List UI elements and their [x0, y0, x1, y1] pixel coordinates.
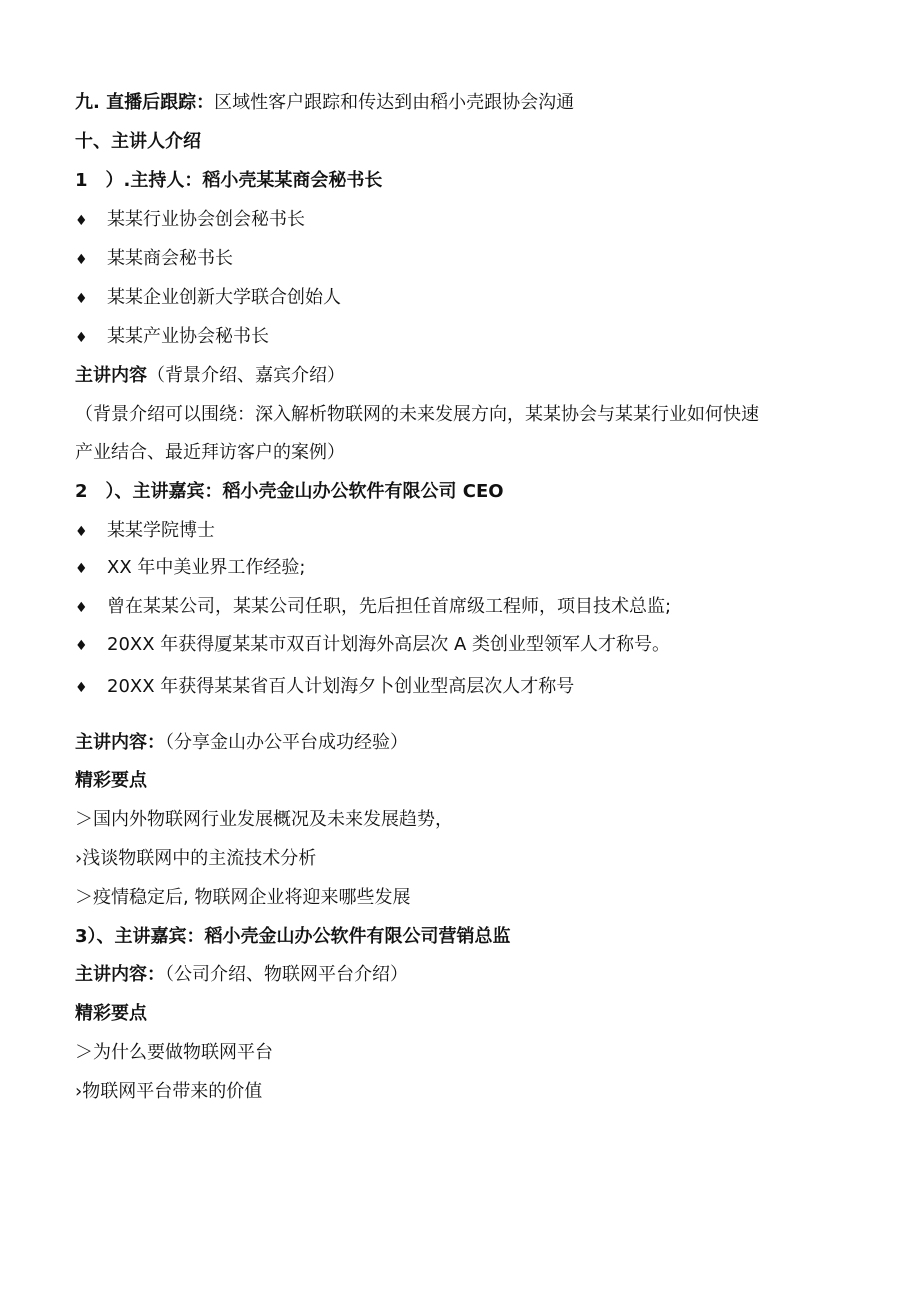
speaker2-heading: 3）、主讲嘉宾：稻小壳金山办公软件有限公司营销总监: [75, 926, 511, 947]
host-bullet: [75, 246, 233, 273]
bullet-diamond-icon: ♦: [75, 638, 88, 654]
host-note-line-1: （背景介绍可以围绕：深入解析物联网的未来发展方向，某某协会与某某行业如何快速: [75, 404, 759, 425]
host-content-label: 主讲内容: [75, 365, 147, 386]
speaker2-highlight: ›物联网平台带来的价值: [75, 1081, 263, 1102]
bullet-diamond-icon: ♦: [75, 524, 88, 540]
host-bullet: [75, 207, 305, 234]
bullet-diamond-icon: ♦: [75, 330, 88, 346]
section-9-text: 区域性客户跟踪和传达到由稻小壳跟协会沟通: [214, 92, 575, 113]
bullet-diamond-icon: ♦: [75, 213, 88, 229]
speaker1-highlight: ›浅谈物联网中的主流技术分析: [75, 848, 317, 869]
speaker1-bullet-text: 某某学院博士: [107, 520, 215, 541]
speaker1-heading: 2 ）、主讲嘉宾：稻小壳金山办公软件有限公司 CEO: [75, 481, 504, 502]
bullet-diamond-icon: ♦: [75, 291, 88, 307]
speaker2-content-label: 主讲内容：: [75, 964, 165, 985]
speaker1-highlights-title: 精彩要点: [75, 770, 147, 791]
host-bullet-text: 某某产业协会秘书长: [107, 326, 269, 347]
section-10-title: 十、主讲人介绍: [75, 131, 201, 152]
section-9-line: [75, 90, 574, 116]
speaker1-bullet-text: 20XX 年获得某某省百人计划海夕卜创业型高层次人才称号: [107, 676, 575, 697]
speaker2-highlight: ＞为什么要做物联网平台: [75, 1042, 273, 1063]
host-content-line: [75, 363, 345, 389]
speaker1-bullet-text: XX 年中美业界工作经验;: [107, 557, 306, 578]
host-bullet-text: 某某行业协会创会秘书长: [107, 209, 305, 230]
host-bullet-text: 某某企业创新大学联合创始人: [107, 287, 341, 308]
host-note-line-2: 产业结合、最近拜访客户的案例）: [75, 442, 345, 463]
speaker1-bullet: [75, 594, 671, 621]
speaker1-bullet: [75, 632, 670, 659]
host-bullet: [75, 285, 341, 312]
host-heading: 1 ）.主持人：稻小壳某某商会秘书长: [75, 170, 383, 191]
speaker1-bullet-text: 曾在某某公司，某某公司任职，先后担任首席级工程师，项目技术总监;: [107, 596, 672, 617]
host-content-text: （背景介绍、嘉宾介绍）: [147, 365, 345, 386]
host-bullet-text: 某某商会秘书长: [107, 248, 233, 269]
speaker2-highlights-title: 精彩要点: [75, 1003, 147, 1024]
speaker1-highlight: ＞国内外物联网行业发展概况及未来发展趋势，: [75, 809, 453, 830]
bullet-diamond-icon: ♦: [75, 680, 88, 696]
speaker1-bullet: [75, 518, 215, 545]
section-9-label: 九. 直播后跟踪：: [75, 92, 215, 113]
speaker2-content-text: （公司介绍、物联网平台介绍）: [165, 964, 408, 985]
host-bullet: [75, 324, 269, 351]
speaker1-content-text: （分享金山办公平台成功经验）: [165, 732, 408, 753]
bullet-diamond-icon: ♦: [75, 252, 88, 268]
speaker1-bullet: [75, 674, 574, 701]
bullet-diamond-icon: ♦: [75, 561, 88, 577]
speaker1-bullet-text: 20XX 年获得厦某某市双百计划海外高层次 A 类创业型领军人才称号。: [107, 634, 671, 655]
speaker2-content-line: [75, 962, 408, 988]
speaker1-highlight: ＞疫情稳定后, 物联网企业将迎来哪些发展: [75, 887, 411, 908]
speaker1-bullet: [75, 555, 305, 582]
speaker1-content-line: [75, 730, 408, 756]
bullet-diamond-icon: ♦: [75, 600, 88, 616]
speaker1-content-label: 主讲内容：: [75, 732, 165, 753]
